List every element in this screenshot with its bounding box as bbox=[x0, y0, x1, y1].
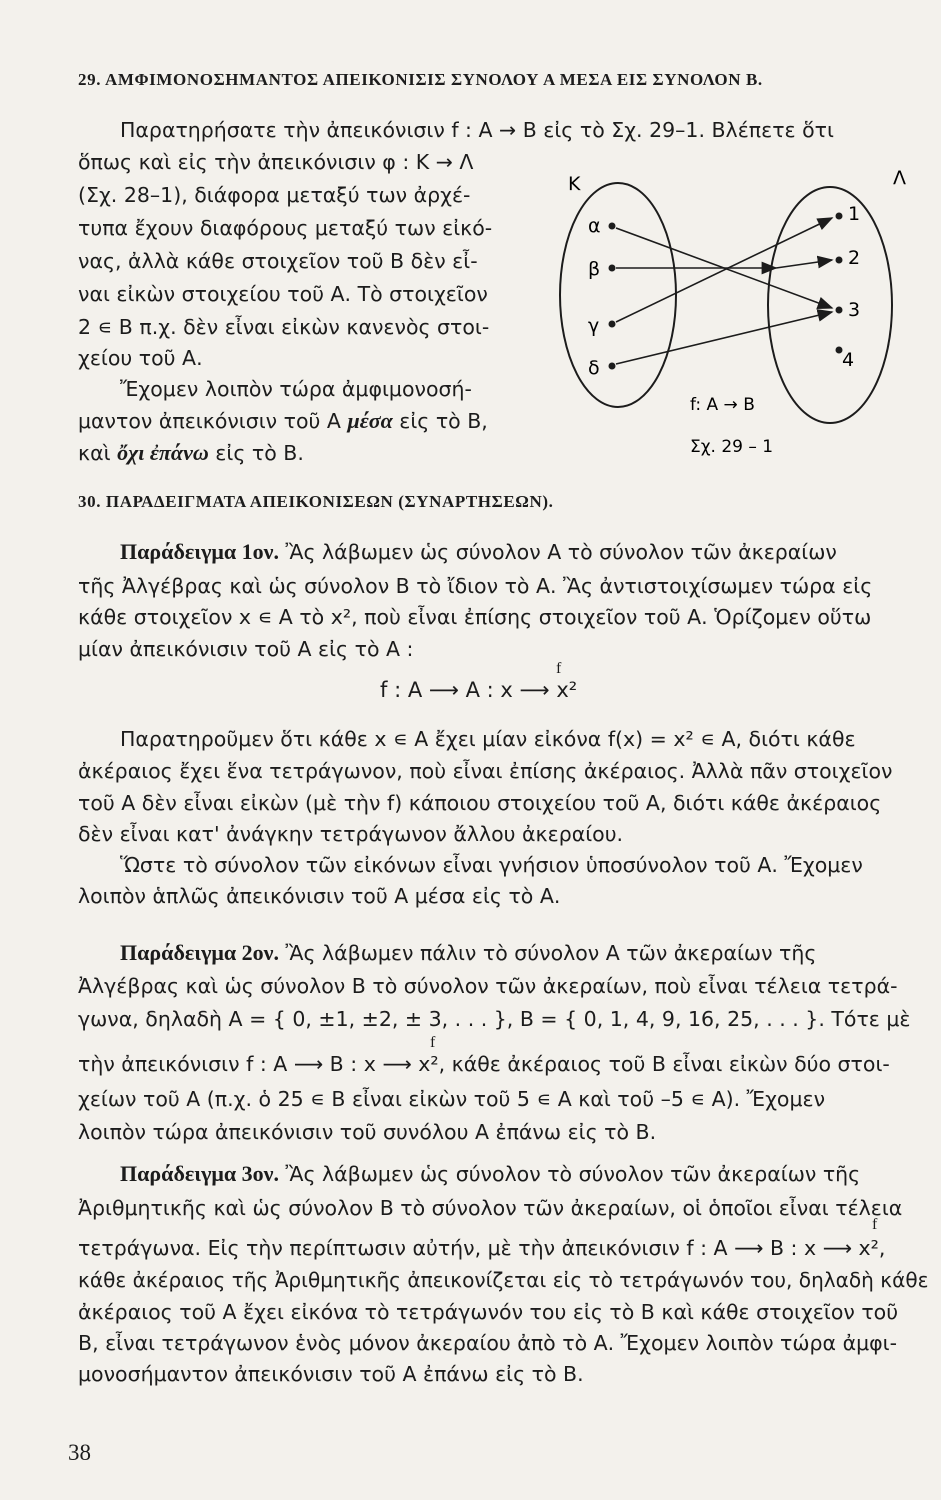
formula2-f-over: f bbox=[430, 1034, 436, 1051]
arrow-delta-3 bbox=[616, 312, 832, 364]
elem-gamma: γ bbox=[588, 315, 600, 337]
word-mesa: μέσα bbox=[347, 408, 393, 433]
dot-2 bbox=[836, 257, 843, 264]
sec29-line-3: (Σχ. 28–1), διάφορα μεταξύ των ἀρχέ- bbox=[78, 183, 471, 207]
ex1-p2-line-2: ἀκέραιος ἔχει ἕνα τετράγωνον, ποὺ εἶναι ἐπίσης ἀκέραιος. Ἀλλὰ πᾶν στοιχεῖον bbox=[78, 759, 893, 783]
ex3-label: Παράδειγμα 3ον. bbox=[120, 1161, 279, 1186]
ex1-line-3: κάθε στοιχεῖον x ∊ A τὸ x², ποὺ εἶναι ἐπίσης στοιχεῖον τοῦ Α. Ὁρίζομεν οὕτω bbox=[78, 605, 872, 629]
elem-3: 3 bbox=[848, 299, 861, 321]
sec29-line-10-a: μαντον ἀπεικόνισιν τοῦ Α bbox=[78, 409, 348, 433]
section-30-title: 30. ΠΑΡΑΔΕΙΓΜΑΤΑ ΑΠΕΙΚΟΝΙΣΕΩΝ (ΣΥΝΑΡΤΗΣΕΩΝ). bbox=[78, 492, 554, 511]
page-number: 38 bbox=[68, 1440, 91, 1465]
figure-caption: Σχ. 29 – 1 bbox=[690, 437, 774, 457]
sec29-line-4: τυπα ἔχουν διαφόρους μεταξύ των εἰκό- bbox=[78, 216, 493, 240]
ex2-label: Παράδειγμα 2ον. bbox=[120, 940, 279, 965]
elem-delta: δ bbox=[588, 357, 600, 379]
formula3-f-over: f bbox=[872, 1216, 878, 1233]
figure-map-label: f: A → B bbox=[690, 395, 755, 415]
sec29-line-1: Παρατηρήσατε τὴν ἀπεικόνισιν f : A → B εἰς τὸ Σχ. 29–1. Βλέπετε ὅτι bbox=[120, 118, 834, 142]
ex1-label: Παράδειγμα 1ον. bbox=[120, 539, 279, 564]
ex1-p3-line-1: Ὥστε τὸ σύνολον τῶν εἰκόνων εἶναι γνήσιον ὑποσύνολον τοῦ Α. Ἔχομεν bbox=[120, 853, 863, 877]
sec29-line-11 bbox=[78, 439, 304, 467]
ex1-line-4: μίαν ἀπεικόνισιν τοῦ Α εἰς τὸ Α : bbox=[78, 637, 414, 661]
set-k-ellipse bbox=[560, 183, 676, 407]
set-l-label: Λ bbox=[893, 167, 906, 189]
elem-2: 2 bbox=[848, 247, 861, 269]
formula1-f-over: f bbox=[556, 660, 562, 677]
dot-3 bbox=[836, 307, 843, 314]
ex3-line-7: μονοσήμαντον ἀπεικόνισιν τοῦ Α ἐπάνω εἰς τὸ Β. bbox=[78, 1362, 584, 1386]
ex3-line-4: κάθε ἀκέραιος τῆς Ἀριθμητικῆς ἀπεικονίζεται εἰς τὸ τετράγωνόν του, δηλαδὴ κάθε bbox=[78, 1268, 929, 1292]
set-k-label: Κ bbox=[568, 173, 581, 195]
ex3-line-1 bbox=[120, 1160, 860, 1188]
sec29-line-5: νας, ἀλλὰ κάθε στοιχεῖον τοῦ Β δὲν εἶ- bbox=[78, 249, 478, 273]
figure-29-1 bbox=[550, 160, 910, 460]
ex1-p2-line-3: τοῦ Α δὲν εἶναι εἰκὼν (μὲ τὴν f) κάποιου στοιχείου τοῦ Α, διότι κάθε ἀκέραιος bbox=[78, 791, 882, 815]
ex1-line-2: τῆς Ἀλγέβρας καὶ ὡς σύνολον Β τὸ ἴδιον τὸ Α. Ἂς ἀντιστοιχίσωμεν τώρα εἰς bbox=[78, 574, 873, 598]
elem-1: 1 bbox=[848, 203, 861, 225]
ex3-line-5: ἀκέραιος τοῦ Α ἔχει εἰκόνα τὸ τετράγωνόν του εἰς τὸ Β καὶ κάθε στοιχεῖον τοῦ bbox=[78, 1300, 899, 1324]
word-ochi-epano: ὄχι ἐπάνω bbox=[117, 440, 209, 465]
ex3-first: Ἂς λάβωμεν ὡς σύνολον τὸ σύνολον τῶν ἀκεραίων τῆς bbox=[278, 1162, 861, 1186]
dot-1 bbox=[836, 213, 843, 220]
ex1-p2-line-4: δὲν εἶναι κατ' ἀνάγκην τετράγωνον ἄλλου ἀκεραίου. bbox=[78, 822, 624, 846]
dot-beta bbox=[609, 265, 616, 272]
ex2-line-2: Ἀλγέβρας καὶ ὡς σύνολον Β τὸ σύνολον τῶν ἀκεραίων, ποὺ εἶναι τέλεια τετρά- bbox=[78, 974, 898, 998]
sec29-line-11-b: εἰς τὸ Β. bbox=[208, 441, 304, 465]
sec29-line-7: 2 ∊ B π.χ. δὲν εἶναι εἰκὼν κανενὸς στοι- bbox=[78, 315, 490, 339]
ex1-p3-line-2: λοιπὸν ἁπλῶς ἀπεικόνισιν τοῦ Α μέσα εἰς τὸ Α. bbox=[78, 884, 561, 908]
sec29-line-11-a: καὶ bbox=[78, 441, 118, 465]
ex1-first: Ἂς λάβωμεν ὡς σύνολον Α τὸ σύνολον τῶν ἀκεραίων bbox=[278, 540, 837, 564]
formula-1: f : A ⟶ A : x ⟶ x² bbox=[380, 678, 578, 702]
elem-4: 4 bbox=[842, 349, 855, 371]
dot-delta bbox=[609, 363, 616, 370]
sec29-line-10-b: εἰς τὸ Β, bbox=[392, 409, 488, 433]
sec29-line-8: χείου τοῦ Α. bbox=[78, 346, 203, 370]
dot-4 bbox=[836, 347, 843, 354]
ex2-line-6: λοιπὸν τώρα ἀπεικόνισιν τοῦ συνόλου Α ἐπάνω εἰς τὸ Β. bbox=[78, 1120, 657, 1144]
ex1-p2-line-1: Παρατηροῦμεν ὅτι κάθε x ∊ A ἔχει μίαν εἰκόνα f(x) = x² ∊ A, διότι κάθε bbox=[120, 727, 856, 751]
sec29-line-6: ναι εἰκὼν στοιχείου τοῦ Α. Τὸ στοιχεῖον bbox=[78, 282, 488, 306]
ex3-line-2: Ἀριθμητικῆς καὶ ὡς σύνολον Β τὸ σύνολον τῶν ἀκεραίων, οἱ ὁποῖοι εἶναι τέλεια bbox=[78, 1196, 903, 1220]
ex2-line-1 bbox=[120, 939, 816, 967]
elem-alpha: α bbox=[588, 215, 601, 237]
sec29-line-9: Ἔχομεν λοιπὸν τώρα ἀμφιμονοσή- bbox=[120, 377, 472, 401]
ex3-line-3: τετράγωνα. Εἰς τὴν περίπτωσιν αὐτήν, μὲ τὴν ἀπεικόνισιν f : A ⟶ B : x ⟶ x², bbox=[78, 1236, 886, 1260]
sec29-line-10 bbox=[78, 407, 488, 435]
arrow-beta-2b bbox=[776, 260, 832, 268]
elem-beta: β bbox=[588, 258, 601, 280]
sec29-line-2: ὅπως καὶ εἰς τὴν ἀπεικόνισιν φ : Κ → Λ bbox=[78, 150, 474, 174]
set-l-ellipse bbox=[768, 187, 892, 423]
ex3-line-6: Β, εἶναι τετράγωνον ἑνὸς μόνον ἀκεραίου ἀπὸ τὸ Α. Ἔχομεν λοιπὸν τώρα ἀμφι- bbox=[78, 1331, 897, 1355]
ex2-line-5: χείων τοῦ Α (π.χ. ὁ 25 ∊ B εἶναι εἰκὼν τοῦ 5 ∊ A καὶ τοῦ –5 ∊ A). Ἔχομεν bbox=[78, 1087, 826, 1111]
ex1-line-1 bbox=[120, 538, 837, 566]
ex2-first: Ἂς λάβωμεν πάλιν τὸ σύνολον Α τῶν ἀκεραίων τῆς bbox=[278, 941, 817, 965]
ex2-line-3: γωνα, δηλαδὴ A = { 0, ±1, ±2, ± 3, . . . }, B = { 0, 1, 4, 9, 16, 25, . . . }. Τότε μὲ bbox=[78, 1007, 911, 1031]
ex2-line-4: τὴν ἀπεικόνισιν f : A ⟶ B : x ⟶ x², κάθε ἀκέραιος τοῦ Β εἶναι εἰκὼν δύο στοι- bbox=[78, 1052, 890, 1076]
dot-alpha bbox=[609, 223, 616, 230]
dot-gamma bbox=[609, 321, 616, 328]
arrow-gamma-1 bbox=[616, 218, 832, 322]
section-29-title: 29. ΑΜΦΙΜΟΝΟΣΗΜΑΝΤΟΣ ΑΠΕΙΚΟΝΙΣΙΣ ΣΥΝΟΛΟΥ Α ΜΕΣΑ ΕΙΣ ΣΥΝΟΛΟΝ Β. bbox=[78, 70, 763, 89]
